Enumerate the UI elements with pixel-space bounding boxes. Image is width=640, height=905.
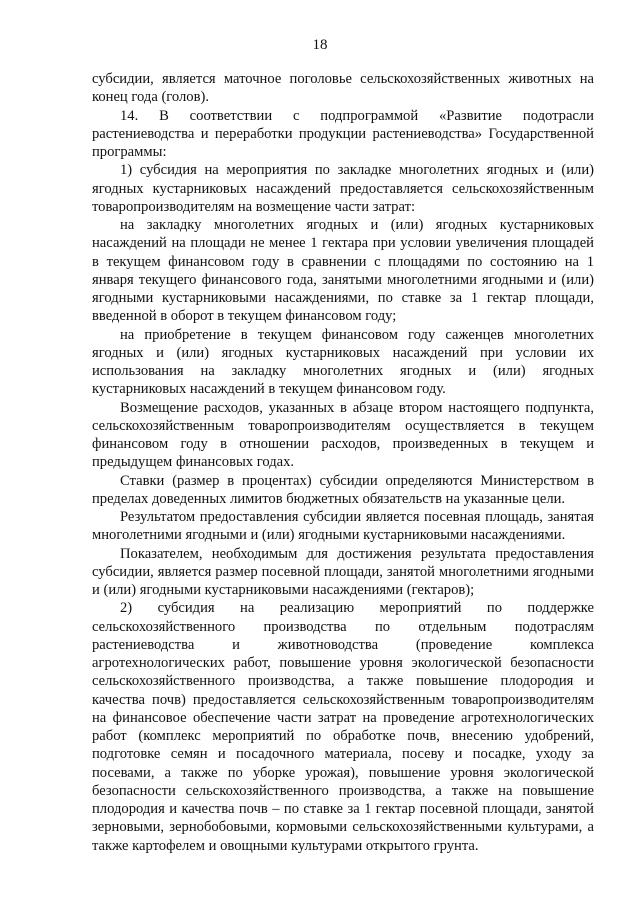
paragraph-planting-costs: на закладку многолетних ягодных и (или) ягодных кустарниковых насаждений на площади не менее 1 гектара при условии увеличения площадей в текущем финансовом году в сравнении с площадями по состоянию на 1 января текущего финансового года, занятыми многолетними ягодными и (или) ягодными кустарниковыми насаждениями, по ставке за 1 гектар площади, введенной в оборот в текущем финансовом году; <box>92 217 594 325</box>
paragraph-seedling-purchase: на приобретение в текущем финансовом году саженцев многолетних ягодных и (или) ягодных кустарниковых насаждений при условии их использования на закладку многолетних ягодных и (или) ягодных кустарниковых насаждений в текущем финансовом году. <box>92 326 594 398</box>
paragraph-indicator: Показателем, необходимым для достижения результата предоставления субсидии, является размер посевной площади, занятой многолетними ягодными и (или) ягодными кустарниковыми насаждениями (гектаров); <box>92 545 594 598</box>
document-body <box>92 70 594 855</box>
paragraph-result: Результатом предоставления субсидии является посевная площадь, занятая многолетними ягодными и (или) ягодными кустарниковыми насаждениями. <box>92 509 594 544</box>
paragraph-item-14: 14. В соответствии с подпрограммой «Развитие подотрасли растениеводства и переработки продукции растениеводства» Государственной программы: <box>92 107 594 160</box>
paragraph-subsidy-basis-end: субсидии, является маточное поголовье сельскохозяйственных животных на конец года (голов). <box>92 71 594 106</box>
page-number: 18 <box>312 37 328 53</box>
paragraph-subsidy-berry-plantings: 1) субсидия на мероприятия по закладке многолетних ягодных и (или) ягодных кустарниковых насаждений предоставляется сельскохозяйственным товаропроизводителям на возмещение части затрат: <box>92 162 594 215</box>
paragraph-subsidy-agrotech: 2) субсидия на реализацию мероприятий по поддержке сельскохозяйственного производства по отдельным подотраслям растениеводства и животноводства (проведение комплекса агротехнологических работ, повышение уровня экологической безопасности сельскохозяйственного производства, а также повышение плодородия и качества почв) предоставляется сельскохозяйственным товаропроизводителям на финансовое обеспечение части затрат на проведение агротехнологических работ (комплекс мероприятий по обработке почв, внесению удобрений, подготовке семян и посадочного материала, посеву и посадке, уходу за посевами, а также по уборке урожая), повышение уровня экологической безопасности сельскохозяйственного производства, а также на повышение плодородия и качества почв – по ставке за 1 гектар посевной площади, занятой зерновыми, зернобобовыми, кормовыми сельскохозяйственными культурами, а также картофелем и овощными культурами открытого грунта. <box>92 600 594 854</box>
paragraph-reimbursement: Возмещение расходов, указанных в абзаце втором настоящего подпункта, сельскохозяйственным товаропроизводителям осуществляется в текущем финансовом году в отношении расходов, произведенных в текущем и предыдущем финансовых годах. <box>92 399 594 471</box>
paragraph-rates: Ставки (размер в процентах) субсидии определяются Министерством в пределах доведенных лимитов бюджетных обязательств на указанные цели. <box>92 472 594 507</box>
